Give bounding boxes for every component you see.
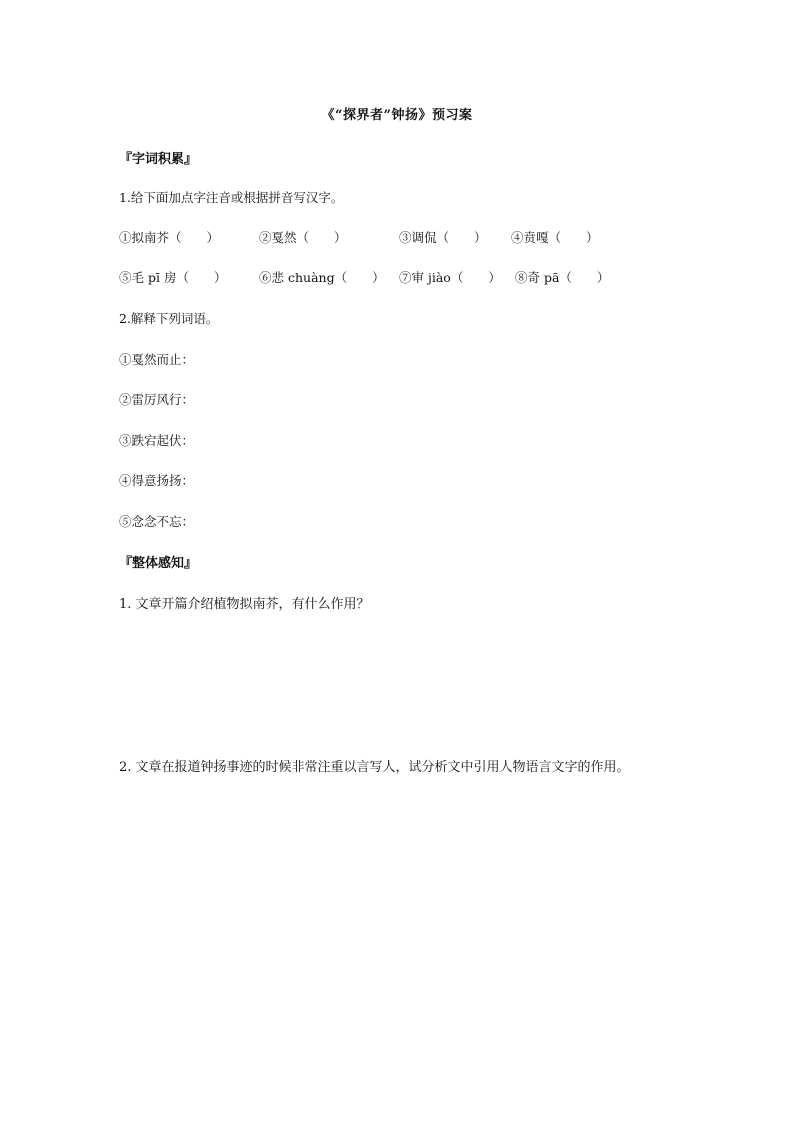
pinyin-item-6: ⑥悲 chuàng（ ） [259,270,385,285]
pinyin-item-1: ①拟南芥（ ） [119,230,220,245]
pinyin-item-7: ⑦审 jiào（ ） [399,270,501,285]
pinyin-item-3: ③调侃（ ） [399,230,487,245]
overall-question-2: 2. 文章在报道钟扬事迹的时候非常注重以言写人，试分析文中引用人物语言文字的作用。 [119,760,630,775]
term-item: ③跌宕起伏： [119,433,195,448]
term-item: ②雷厉风行： [119,392,195,407]
term-item: ④得意扬扬： [119,473,195,488]
question-2-instruction: 2.解释下列词语。 [119,311,219,326]
term-item: ①戛然而止： [119,352,195,367]
pinyin-item-4: ④贲嘎（ ） [511,230,599,245]
pinyin-item-5: ⑤毛 pī 房（ ） [119,270,227,285]
pinyin-item-2: ②戛然（ ） [259,230,347,245]
term-item: ⑤念念不忘： [119,514,195,529]
section-heading-overall: 『整体感知』 [119,556,198,571]
pinyin-item-8: ⑧奇 pā（ ） [515,270,610,285]
section-heading-vocabulary: 『字词积累』 [119,152,198,167]
question-1-instruction: 1.给下面加点字注音或根据拼音写汉字。 [119,190,344,205]
overall-question-1: 1. 文章开篇介绍植物拟南芥，有什么作用？ [119,597,370,612]
page-title: 《“探界者”钟扬》预习案 [321,108,473,123]
